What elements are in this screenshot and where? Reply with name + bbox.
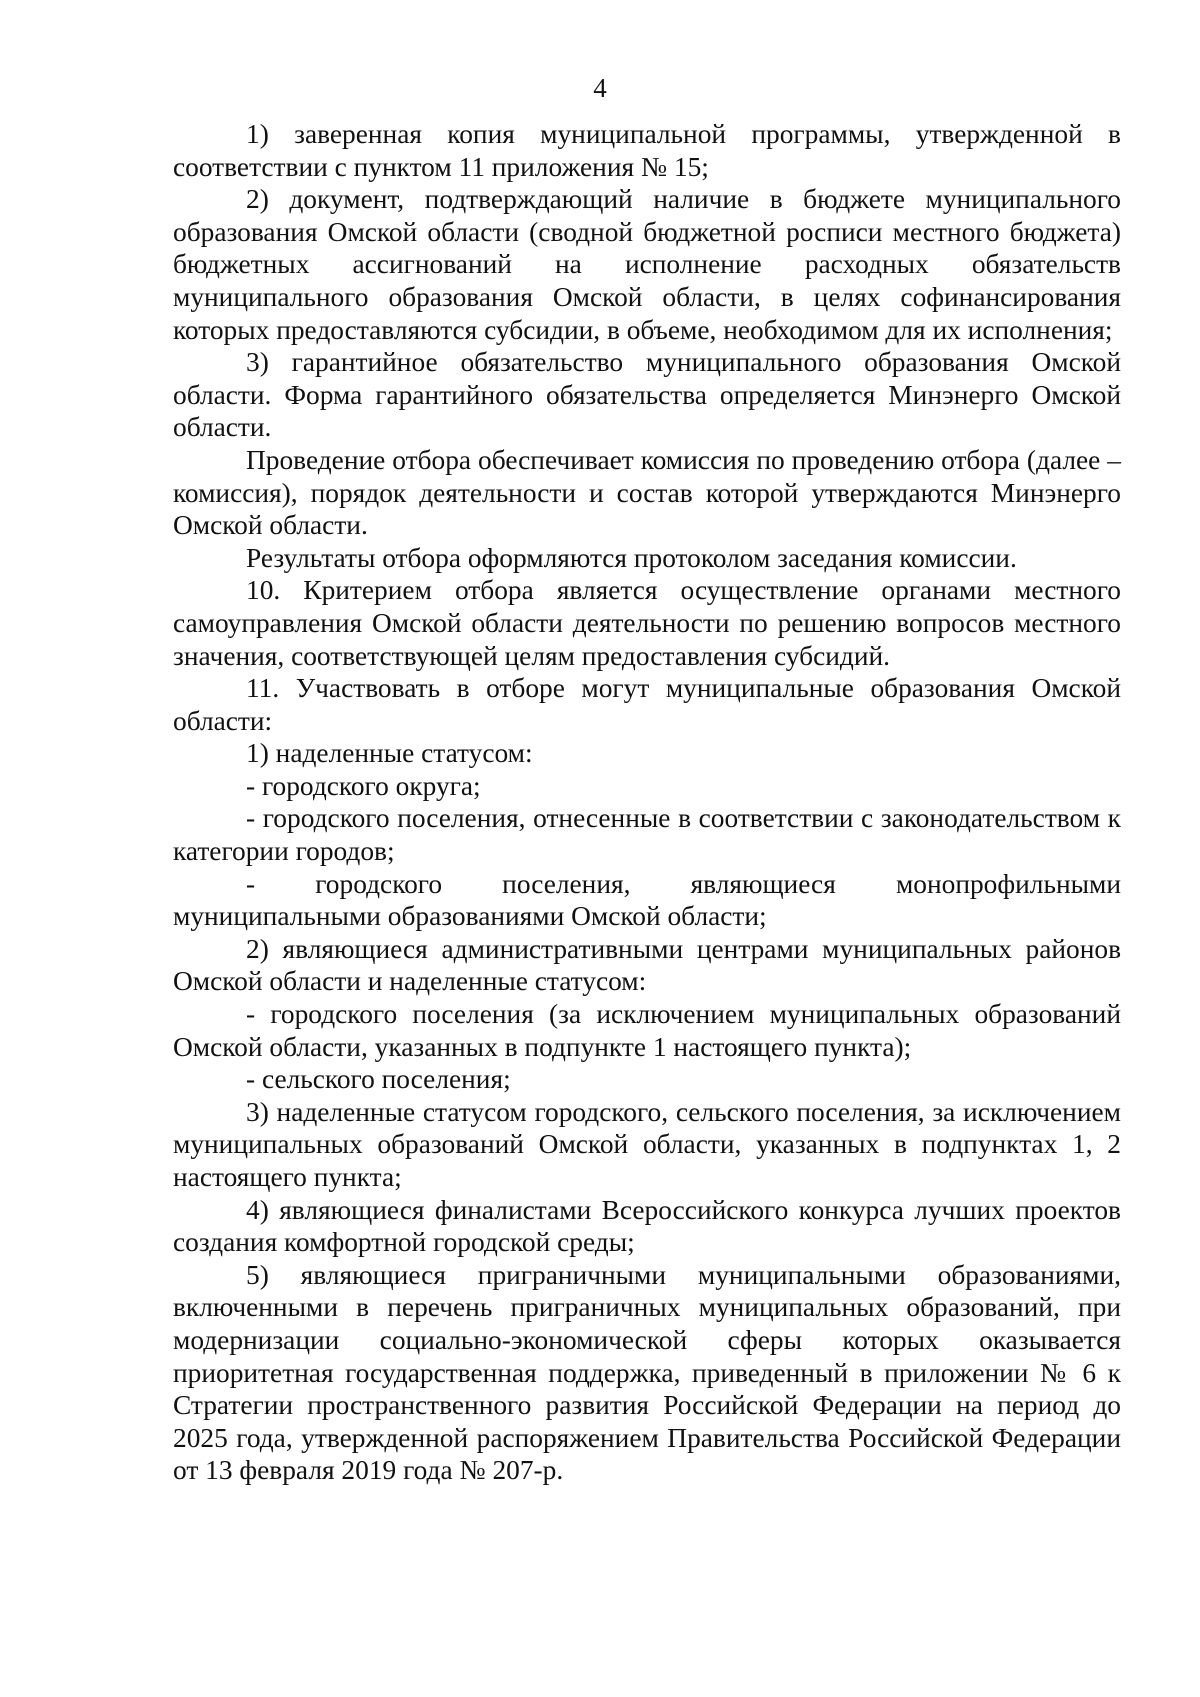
paragraph-commission: Проведение отбора обеспечивает комиссия по проведению отбора (далее – комиссия), порядок деятельности и состав которой утверждаются Минэнерго Омской области. — [173, 444, 1121, 541]
paragraph-item-1-certified-copy: 1) заверенная копия муниципальной программы, утвержденной в соответствии с пунктом 11 приложения № 15; — [173, 119, 1121, 182]
paragraph-clause-11: 11. Участвовать в отборе могут муниципальные образования Омской области: — [173, 673, 1121, 736]
document-body — [173, 118, 1121, 1487]
paragraph-urban-settlement-cities: - городского поселения, отнесенные в соответствии с законодательством к категории городов; — [173, 803, 1121, 867]
paragraph-rural-settlement: - сельского поселения; — [246, 1064, 511, 1095]
page-number: 4 — [593, 73, 607, 103]
paragraph-border-municipalities: 5) являющиеся приграничными муниципальными образованиями, включенными в перечень приграничных муниципальных образований, при модернизации социально-экономической сферы которых оказывается приоритетная государственная поддержка, приведенный в приложении № 6 к Стратегии пространственного развития Российской Федерации на период до 2025 года, утвержденной распоряжением Правительства Российской Федерации от 13 февраля 2019 года № 207-р. — [173, 1259, 1121, 1486]
paragraph-results: Результаты отбора оформляются протоколом заседания комиссии. — [246, 542, 1017, 573]
paragraph-urban-settlement-exclusion: - городского поселения (за исключением муниципальных образований Омской области, указанных в подпункте 1 настоящего пункта); — [173, 999, 1121, 1062]
paragraph-status-3: 3) наделенные статусом городского, сельского поселения, за исключением муниципальных образований Омской области, указанных в подпунктах 1, 2 настоящего пункта; — [173, 1096, 1121, 1192]
paragraph-item-3-guarantee: 3) гарантийное обязательство муниципального образования Омской области. Форма гарантийного обязательства определяется Минэнерго Омской области. — [173, 347, 1121, 443]
paragraph-city-district: - городского округа; — [246, 770, 481, 801]
paragraph-status-1: 1) наделенные статусом: — [246, 738, 533, 769]
paragraph-finalists: 4) являющиеся финалистами Всероссийского конкурса лучших проектов создания комфортной городской среды; — [173, 1194, 1121, 1258]
paragraph-item-2-budget-document: 2) документ, подтверждающий наличие в бюджете муниципального образования Омской области (сводной бюджетной росписи местного бюджета) бюджетных ассигнований на исполнение расходных обязательств муниципального образования Омской области, в целях софинансирования которых предоставляются субсидии, в объеме, необходимом для их исполнения; — [173, 184, 1121, 345]
paragraph-admin-centers: 2) являющиеся административными центрами муниципальных районов Омской области и наделенные статусом: — [173, 933, 1121, 997]
paragraph-clause-10: 10. Критерием отбора является осуществление органами местного самоуправления Омской области деятельности по решению вопросов местного значения, соответствующей целям предоставления субсидий. — [173, 575, 1121, 671]
paragraph-urban-settlement-monoprofile: - городского поселения, являющиеся монопрофильными муниципальными образованиями Омской области; — [173, 868, 1121, 932]
